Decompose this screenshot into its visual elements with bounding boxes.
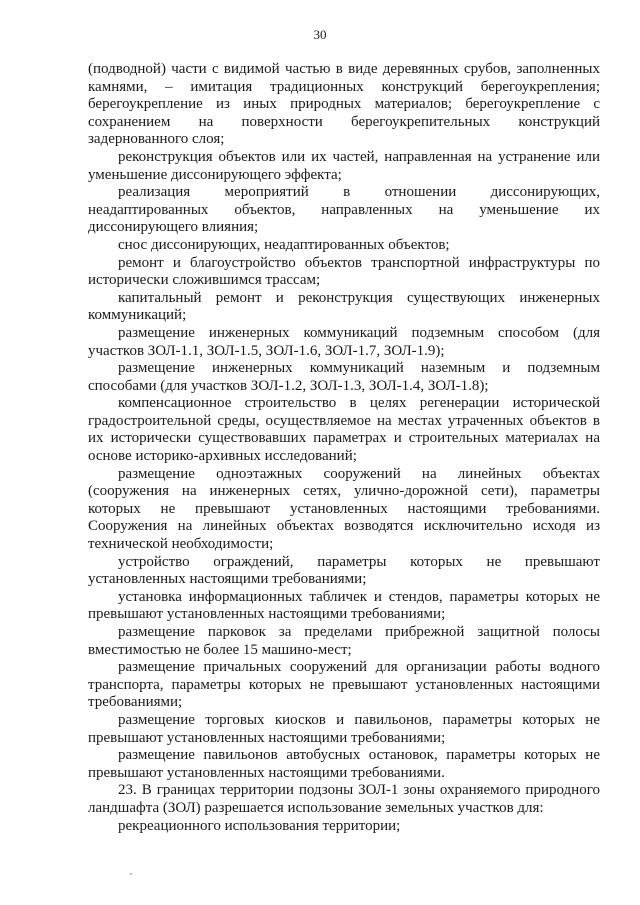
text-line: транспорта, параметры которых не превышают установленных настоящими bbox=[88, 676, 600, 693]
paragraph bbox=[88, 237, 600, 255]
text-line: компенсационное строительство в целях регенерации исторической bbox=[118, 395, 600, 412]
paragraph bbox=[88, 184, 600, 237]
text-line: исторически сложившимся трассам; bbox=[88, 272, 321, 289]
text-line: размещение инженерных коммуникаций наземным и подземным bbox=[118, 360, 600, 377]
text-line: градостроительной среды, осуществляемое на местах утраченных объектов в bbox=[88, 412, 600, 429]
text-line: устройство ограждений, параметры которых не превышают bbox=[118, 553, 600, 570]
paragraph bbox=[88, 395, 600, 465]
paragraph bbox=[88, 712, 600, 747]
text-line: размещение одноэтажных сооружений на линейных объектах bbox=[118, 465, 600, 482]
text-line: установленных настоящими требованиями; bbox=[88, 571, 367, 588]
text-line: которых не превышают установленных настоящими требованиями. bbox=[88, 500, 600, 517]
text-line: задернованного слоя; bbox=[88, 131, 225, 148]
text-line: размещение торговых киосков и павильонов, параметры которых не bbox=[118, 711, 600, 728]
text-line: снос диссонирующих, неадаптированных объектов; bbox=[118, 236, 450, 253]
text-line: размещение парковок за пределами прибрежной защитной полосы bbox=[118, 624, 600, 640]
text-line: уменьшение диссонирующего эффекта; bbox=[88, 166, 342, 183]
paragraph bbox=[88, 360, 600, 395]
text-line: вместимостью не более 15 машино-мест; bbox=[88, 641, 352, 658]
text-line: рекреационного использования территории; bbox=[118, 817, 401, 834]
text-line: установка информационных табличек и стендов, параметры которых не bbox=[118, 588, 600, 605]
text-line: участков ЗОЛ-1.1, ЗОЛ-1.5, ЗОЛ-1.6, ЗОЛ-1.7, ЗОЛ-1.9); bbox=[88, 342, 445, 359]
text-line: размещение инженерных коммуникаций подземным способом (для bbox=[118, 324, 600, 341]
paragraph bbox=[88, 782, 600, 817]
text-line: капитальный ремонт и реконструкция существующих инженерных bbox=[118, 289, 600, 306]
text-line: превышают установленных настоящими требованиями. bbox=[88, 764, 445, 781]
text-line: способами (для участков ЗОЛ-1.2, ЗОЛ-1.3, ЗОЛ-1.4, ЗОЛ-1.8); bbox=[88, 377, 489, 394]
text-line: размещение павильонов автобусных остановок, параметры которых не bbox=[118, 747, 600, 764]
paragraph bbox=[88, 747, 600, 782]
text-line: (подводной) части с видимой частью в виде деревянных срубов, заполненных bbox=[88, 61, 600, 77]
text-line: берегоукрепление из иных природных материалов; берегоукрепление с bbox=[88, 96, 600, 113]
text-line: диссонирующего влияния; bbox=[88, 219, 259, 236]
text-line: превышают установленных настоящими требованиями; bbox=[88, 606, 446, 623]
paragraph bbox=[88, 589, 600, 624]
paragraph bbox=[88, 818, 600, 836]
text-line: реализация мероприятий в отношении диссонирующих, bbox=[118, 184, 600, 201]
document-body bbox=[88, 61, 600, 835]
text-line: основе историко-архивных исследований; bbox=[88, 448, 357, 465]
text-line: размещение причальных сооружений для организации работы водного bbox=[118, 659, 600, 676]
text-line: неадаптированных объектов, направленных на уменьшение их bbox=[88, 201, 600, 218]
paragraph bbox=[88, 554, 600, 589]
text-line: реконструкция объектов или их частей, направленная на устранение или bbox=[118, 148, 600, 165]
text-line: требованиями; bbox=[88, 694, 183, 711]
text-line: их исторически существовавших параметрах и строительных материалах на bbox=[88, 430, 600, 447]
page-number: 30 bbox=[313, 27, 327, 42]
text-line: Сооружения на линейных объектах возводятся исключительно исходя из bbox=[88, 518, 600, 535]
paragraph bbox=[88, 659, 600, 712]
paragraph bbox=[88, 290, 600, 325]
text-line: (сооружения на инженерных сетях, улично-дорожной сети), параметры bbox=[88, 483, 600, 500]
text-line: технической необходимости; bbox=[88, 536, 274, 553]
text-line: 23. В границах территории подзоны ЗОЛ-1 зоны охраняемого природного bbox=[118, 782, 600, 799]
paragraph bbox=[88, 149, 600, 184]
text-line: превышают установленных настоящими требованиями; bbox=[88, 729, 446, 746]
text-line: ремонт и благоустройство объектов транспортной инфраструктуры по bbox=[118, 254, 600, 271]
scan-speck bbox=[130, 873, 132, 875]
paragraph bbox=[88, 61, 600, 149]
text-line: сохранением на поверхности берегоукрепительных конструкций bbox=[88, 113, 600, 130]
text-line: камнями, – имитация традиционных конструкций берегоукрепления; bbox=[88, 78, 600, 95]
paragraph bbox=[88, 466, 600, 554]
text-line: ландшафта (ЗОЛ) разрешается использование земельных участков для: bbox=[88, 799, 544, 816]
paragraph bbox=[88, 325, 600, 360]
paragraph bbox=[88, 255, 600, 290]
text-line: коммуникаций; bbox=[88, 307, 187, 324]
paragraph bbox=[88, 624, 600, 659]
